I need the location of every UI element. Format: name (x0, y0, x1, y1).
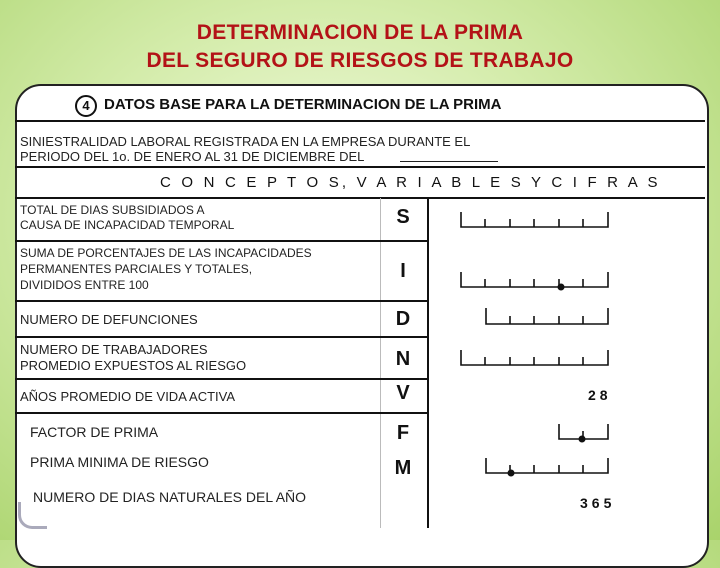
symbol-d: D (395, 308, 411, 330)
field-i-digits[interactable] (461, 272, 608, 287)
section-number-badge: 4 (75, 95, 97, 117)
value-v: 28 (588, 387, 612, 403)
section-title: DATOS BASE PARA LA DETERMINACION DE LA PRIMA (104, 96, 502, 113)
row-i-label-line-3: DIVIDIDOS ENTRE 100 (20, 278, 149, 292)
row-n-label-line-2: PROMEDIO EXPUESTOS AL RIESGO (20, 358, 247, 373)
row-i-label-line-2: PERMANENTES PARCIALES Y TOTALES, (20, 262, 253, 276)
symbol-n: N (395, 348, 411, 370)
row-i-label-line-1: SUMA DE PORCENTAJES DE LAS INCAPACIDADES (20, 246, 312, 260)
symbol-m: M (394, 457, 412, 479)
value-days: 365 (580, 495, 616, 511)
page-title-line-1: DETERMINACION DE LA PRIMA (196, 21, 524, 44)
symbol-s: S (396, 206, 410, 228)
page-title-line-2: DEL SEGURO DE RIESGOS DE TRABAJO (146, 49, 574, 72)
row-f-label-line-1: FACTOR DE PRIMA (30, 424, 159, 440)
decimal-point-i (558, 284, 565, 291)
concepts-header: C O N C E P T O S, V A R I A B L E S Y C I F R A S (160, 174, 661, 191)
field-d-digits[interactable] (486, 308, 608, 324)
symbol-f: F (396, 422, 410, 444)
symbol-i: I (400, 260, 406, 282)
row-m-label-line-1: PRIMA MINIMA DE RIESGO (30, 454, 209, 470)
field-n-digits[interactable] (461, 350, 608, 365)
period-text-line-2: PERIODO DEL 1o. DE ENERO AL 31 DE DICIEMBRE DEL (20, 149, 365, 164)
symbol-v: V (396, 382, 410, 404)
period-text-line-1: SINIESTRALIDAD LABORAL REGISTRADA EN LA EMPRESA DURANTE EL (20, 134, 471, 149)
decimal-point-m (508, 470, 515, 477)
row-d-label-line-1: NUMERO DE DEFUNCIONES (20, 312, 198, 327)
decimal-point-f (579, 436, 586, 443)
row-v-label-line-1: AÑOS PROMEDIO DE VIDA ACTIVA (20, 389, 236, 404)
field-s-digits[interactable] (461, 212, 608, 227)
row-s-label-line-1: TOTAL DE DIAS SUBSIDIADOS A (20, 203, 205, 217)
row-days-label-line-1: NUMERO DE DIAS NATURALES DEL AÑO (33, 489, 307, 505)
row-n-label-line-1: NUMERO DE TRABAJADORES (20, 342, 208, 357)
row-s-label-line-2: CAUSA DE INCAPACIDAD TEMPORAL (20, 218, 235, 232)
field-m-digits[interactable] (486, 458, 608, 473)
